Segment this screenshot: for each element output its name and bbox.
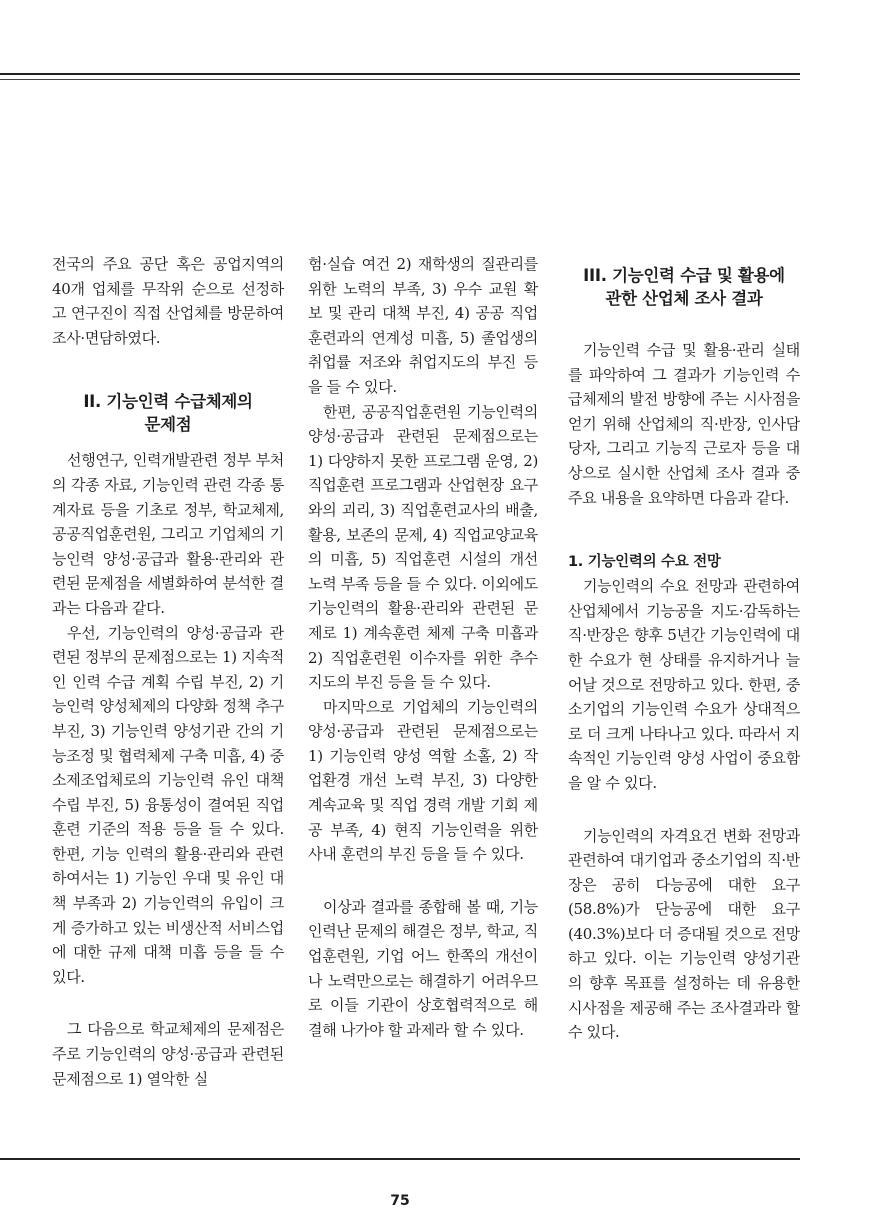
- top-rule: [0, 73, 800, 75]
- subsection-1-heading: 1. 기능인력의 수요 전망: [568, 554, 721, 571]
- page-number: 75: [390, 1193, 410, 1209]
- section-2-heading-line1: II. 기능인력 수급체제의: [83, 392, 253, 412]
- paragraph: 기능인력의 자격요건 변화 전망과 관련하여 대기업과 중소기업의 직·반장은 공히 다능공에 대한 요구(58.8%)가 단능공에 대한 요구(40.3%)보다 더 증대될 것으로 전망하고 있다. 이는 기능인력 양성기관의 향후 목표를 설정하는 데 유용한 시사점을 제공해 주는 조사결과라 할 수 있다.: [568, 826, 800, 1042]
- paragraph: 한편, 공공직업훈련원 기능인력의 양성·공급과 관련된 문제점으로는 1) 다양하지 못한 프로그램 운영, 2) 직업훈련 프로그램과 산업현장 요구와의 괴리, 3) 직업훈련교사의 배출, 활용, 보존의 문제, 4) 직업교양교육의 미흡, 5) 직업훈련 시설의 개선 노력 부족 등을 들 수 있다. 이외에도 기능인력의 활용·관리와 관련된 문제로 1) 계속훈련 체제 구축 미흡과 2) 직업훈련원 이수자를 위한 추수지도의 부진 등을 들 수 있다.: [308, 402, 538, 692]
- intro-paragraph: 전국의 주요 공단 혹은 공업지역의 40개 업체를 무작위 순으로 선정하고 연구진이 직접 산업체를 방문하여 조사·면담하였다.: [52, 255, 284, 347]
- paragraph: 마지막으로 기업체의 기능인력의 양성·공급과 관련된 문제점으로는 1) 기능인력 양성 역할 소홀, 2) 작업환경 개선 노력 부진, 3) 다양한 계속교육 및 직업 경력 개발 기회 제공 부족, 4) 현직 기능인력을 위한 사내 훈련의 부진 등을 들 수 있다.: [308, 697, 538, 864]
- section-2-heading-line2: 문제점: [144, 415, 192, 435]
- top-rule-thin: [0, 79, 800, 80]
- column-1: [52, 252, 284, 1091]
- paragraph: 기능인력의 수요 전망과 관련하여 산업체에서 기능공을 지도·감독하는 직·반장은 향후 5년간 기능인력에 대한 수요가 현 상태를 유지하거나 늘어날 것으로 전망하고 있다. 한편, 중소기업의 기능인력 수요가 상대적으로 더 크게 나타나고 있다. 따라서 지속적인 기능인력 양성 사업이 중요함을 알 수 있다.: [568, 577, 800, 792]
- section-3-heading: [568, 264, 800, 310]
- paragraph: 기능인력 수급 및 활용·관리 실태를 파악하여 그 결과가 기능인력 수급체제의 발전 방향에 주는 시사점을 얻기 위해 산업체의 직·반장, 인사담당자, 그리고 기능직 근로자 등을 대상으로 실시한 산업체 조사 결과 중 주요 내용을 요약하면 다음과 같다.: [568, 341, 800, 507]
- column-3: [568, 252, 800, 1045]
- section-2-heading: [52, 390, 284, 436]
- section-3-heading-line1: III. 기능인력 수급 및 활용에: [583, 266, 785, 285]
- paragraph: 선행연구, 인력개발관련 정부 부처의 각종 자료, 기능인력 관련 각종 통계자료 등을 기초로 정부, 학교체제, 공공직업훈련원, 그리고 기업체의 기능인력 양성·공급과 활용·관리와 관련된 문제점을 세별화하여 분석한 결과는 다음과 같다.: [52, 451, 284, 617]
- paragraph: 그 다음으로 학교체제의 문제점은 주로 기능인력의 양성·공급과 관련된 문제점으로 1) 열악한 실: [52, 1020, 284, 1088]
- bottom-rule: [0, 1158, 800, 1160]
- column-2: [308, 252, 538, 1042]
- paragraph: 이상과 결과를 종합해 볼 때, 기능인력난 문제의 해결은 정부, 학교, 직업훈련원, 기업 어느 한쪽의 개선이나 노력만으로는 해결하기 어려우므로 이들 기관이 상호협력적으로 해결해 나가야 할 과제라 할 수 있다.: [308, 897, 538, 1039]
- paragraph: 우선, 기능인력의 양성·공급과 관련된 정부의 문제점으로는 1) 지속적인 인력 수급 계획 수립 부진, 2) 기능인력 양성체제의 다양화 정책 추구 부진, 3) 기능인력 양성기관 간의 기능조정 및 협력체제 구축 미흡, 4) 중소제조업체로의 기능인력 유인 대책 수립 부진, 5) 융통성이 결여된 직업훈련 기준의 적용 등을 들 수 있다. 한편, 기능 인력의 활용·관리와 관련하여서는 1) 기능인 우대 및 유인 대책 부족과 2) 기능인력의 유입이 크게 증가하고 있는 비생산적 서비스업에 대한 규제 대책 미흡 등을 들 수 있다.: [52, 623, 284, 986]
- paragraph-continued: 험·실습 여건 2) 재학생의 질관리를 위한 노력의 부족, 3) 우수 교원 확보 및 관리 대책 부진, 4) 공공 직업훈련과의 연계성 미흡, 5) 졸업생의 취업률 저조와 취업지도의 부진 등을 들 수 있다.: [308, 255, 538, 396]
- section-3-heading-line2: 관한 산업체 조사 결과: [605, 289, 763, 308]
